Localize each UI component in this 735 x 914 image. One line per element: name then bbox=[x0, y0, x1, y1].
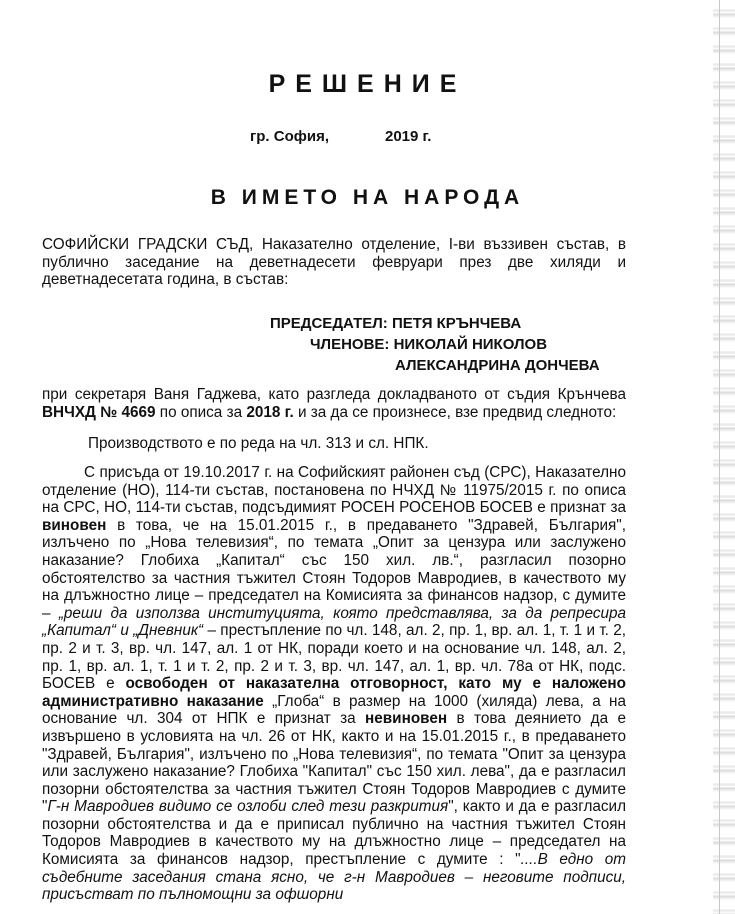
secretary-text-2: по описа за bbox=[155, 403, 247, 421]
verdict-not-guilty: невиновен bbox=[365, 710, 448, 728]
secretary-paragraph bbox=[42, 386, 626, 421]
members-label: ЧЛЕНОВЕ: bbox=[310, 336, 390, 353]
court-panel bbox=[0, 313, 600, 376]
verdict-text-4: „Глоба“ в размер на 1000 (хиляда) лева, а на основание чл. 304 от НПК е признат за bbox=[42, 692, 626, 728]
in-the-name-of-the-people-heading: В ИМЕТО НА НАРОДА bbox=[210, 186, 525, 209]
chair-name: ПЕТЯ КРЪНЧЕВА bbox=[391, 315, 522, 332]
case-year: 2018 г. bbox=[246, 403, 294, 421]
verdict-text-3: – престъпление по чл. 148, ал. 2, пр. 1, вр. ал. 1, т. 1 и т. 2, пр. 2 и т. 3, вр. чл. 147, ал. 1 от НК, поради което и на основание чл. 148, ал. 2, пр. 1, вр. ал. 1, т. 1 и т. 2, пр. 2 и т. 3, вр. чл. 147, ал. 1, вр. чл. 78а от НК, подс. БОСЕВ е bbox=[42, 622, 626, 693]
document-title: РЕШЕНИЕ bbox=[268, 70, 467, 98]
member-2-name: АЛЕКСАНДРИНА ДОНЧЕВА bbox=[395, 357, 600, 374]
case-number: ВНЧХД № 4669 bbox=[42, 403, 156, 421]
verdict-quote-2: Г-н Мавродиев видимо се озлоби след тези разкрития bbox=[47, 798, 449, 816]
verdict-quote-3: ....В едно от съдебните заседания стана ясно, че г-н Мавродиев – неговите подписи, присъстват по пълномощни за офшорни bbox=[42, 851, 626, 904]
court-intro-paragraph: СОФИЙСКИ ГРАДСКИ СЪД, Наказателно отделение, I-ви въззивен състав, в публично заседание на деветнадесети февруари през две хиляди и деветнадесетата година, в състав: bbox=[42, 236, 626, 289]
panel-chair-row bbox=[270, 313, 600, 334]
verdict-text-5: в това деянието да е извършено в условията на чл. 26 от НК, както и на 15.01.2015 г., в предаването "Здравей, България", излъчено по „Нова телевизия“, по темата "Опит за цензура или заслужено наказание? Глобиха "Капитал" със 150 хил. лева", да е разгласил позорни обстоятелства за частния тъжител Стоян Тодоров Мавродиев с думите " bbox=[42, 710, 627, 816]
verdict-text-1: С присъда от 19.10.2017 г. на Софийският районен съд (СРС), Наказателно отделение (НО), 114-ти състав, постановена по НЧХД № 11975/2015 г. по описа на СРС, НО, 114-ти състав, подсъдимият РОСЕН РОСЕНОВ БОСЕВ е признат за bbox=[42, 464, 626, 517]
verdict-guilty: виновен bbox=[42, 516, 107, 534]
verdict-text-6: ", както и да е разгласил позорни обстоятелства и да е приписал публично на частния тъжител Стоян Тодоров Мавродиев в качеството му на длъжностно лице – председател на Комисията за финансов надзор, престъпление с думите : " bbox=[42, 798, 626, 869]
verdict-text-2: в това, че на 15.01.2015 г., в предаването "Здравей, България", излъчено по „Нова телевизия“, по темата „Опит за цензура или заслужено наказание? Глобиха „Капитал“ със 150 хил. лв.“, разгласил позорно обстоятелство за частния тъжител Стоян Тодоров Мавродиев, в качеството му на длъжностно лице – председател на Комисията за финансов надзор, с думите – bbox=[42, 516, 626, 622]
chair-label: ПРЕДСЕДАТЕЛ: bbox=[270, 315, 388, 332]
decision-year: 2019 г. bbox=[385, 128, 432, 145]
decision-city: гр. София, bbox=[250, 128, 330, 145]
panel-members-row bbox=[310, 334, 600, 355]
secretary-text-3: и за да се произнесе, взе предвид следното: bbox=[293, 403, 617, 421]
panel-member-2-row bbox=[395, 355, 600, 376]
member-1-name: НИКОЛАЙ НИКОЛОВ bbox=[393, 336, 548, 353]
verdict-quote-1: „реши да използва институцията, която представлява, за да репресира „Капитал“ и „Дневник“ bbox=[42, 604, 626, 640]
scanned-page-edge bbox=[713, 0, 735, 914]
procedure-paragraph: Производството е по реда на чл. 313 и сл. НПК. bbox=[88, 435, 429, 452]
verdict-released: освободен от наказателна отговорност, като му е наложено административно наказание bbox=[42, 675, 626, 710]
secretary-text-1: при секретаря Ваня Гаджева, като разгледа докладваното от съдия Крънчева bbox=[42, 386, 626, 403]
verdict-paragraph bbox=[42, 464, 626, 904]
